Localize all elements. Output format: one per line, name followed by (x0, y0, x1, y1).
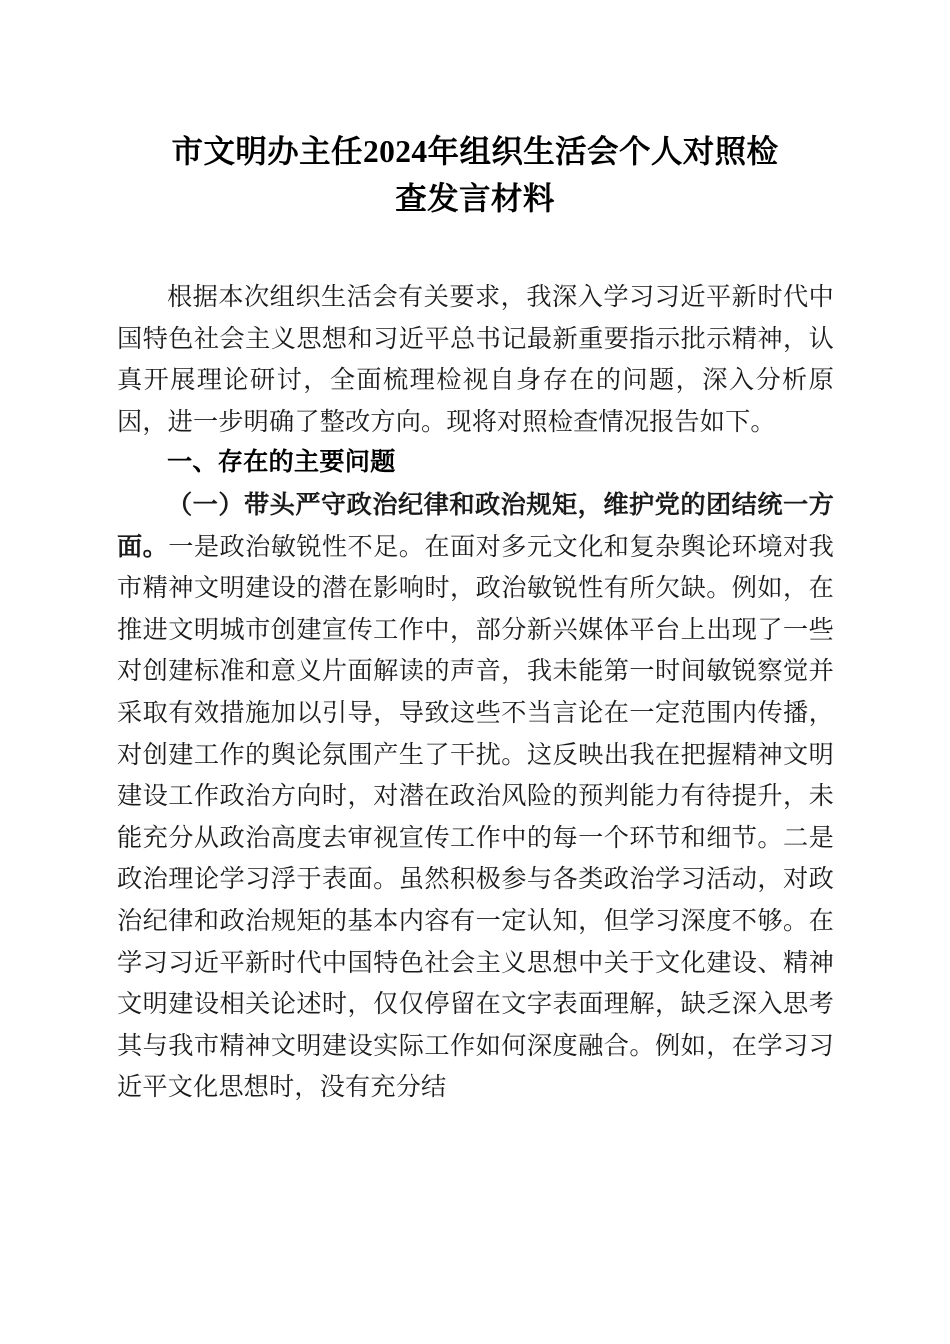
page-title (117, 128, 833, 222)
document-body (117, 276, 834, 1108)
subsection-body-text: 一是政治敏锐性不足。在面对多元文化和复杂舆论环境对我市精神文明建设的潜在影响时，政治敏锐性有所欠缺。例如，在推进文明城市创建宣传工作中，部分新兴媒体平台上出现了一些对创建标准和意义片面解读的声音，我未能第一时间敏锐察觉并采取有效措施加以引导，导致这些不当言论在一定范围内传播，对创建工作的舆论氛围产生了干扰。这反映出我在把握精神文明建设工作政治方向时，对潜在政治风险的预判能力有待提升，未能充分从政治高度去审视宣传工作中的每一个环节和细节。二是政治理论学习浮于表面。虽然积极参与各类政治学习活动，对政治纪律和政治规矩的基本内容有一定认知，但学习深度不够。在学习习近平新时代中国特色社会主义思想中关于文化建设、精神文明建设相关论述时，仅仅停留在文字表面理解，缺乏深入思考其与我市精神文明建设实际工作如何深度融合。例如，在学习习近平文化思想时，没有充分结 (117, 531, 834, 1102)
subsection-bold-lead: （一）带头严守政治纪律和政治规矩，维护党的团结统一方面。 (117, 488, 834, 561)
page-title-line-1: 市文明办主任2024年组织生活会个人对照检 (171, 134, 779, 169)
paragraph-intro: 根据本次组织生活会有关要求，我深入学习习近平新时代中国特色社会主义思想和习近平总书记最新重要指示批示精神，认真开展理论研讨，全面梳理检视自身存在的问题，深入分析原因，进一步明确了整改方向。现将对照检查情况报告如下。 (117, 282, 834, 436)
page-title-line-2: 查发言材料 (395, 181, 555, 216)
paragraph-subsection-political-discipline (117, 484, 834, 1108)
section-heading-main-problems: 一、存在的主要问题 (167, 448, 396, 477)
